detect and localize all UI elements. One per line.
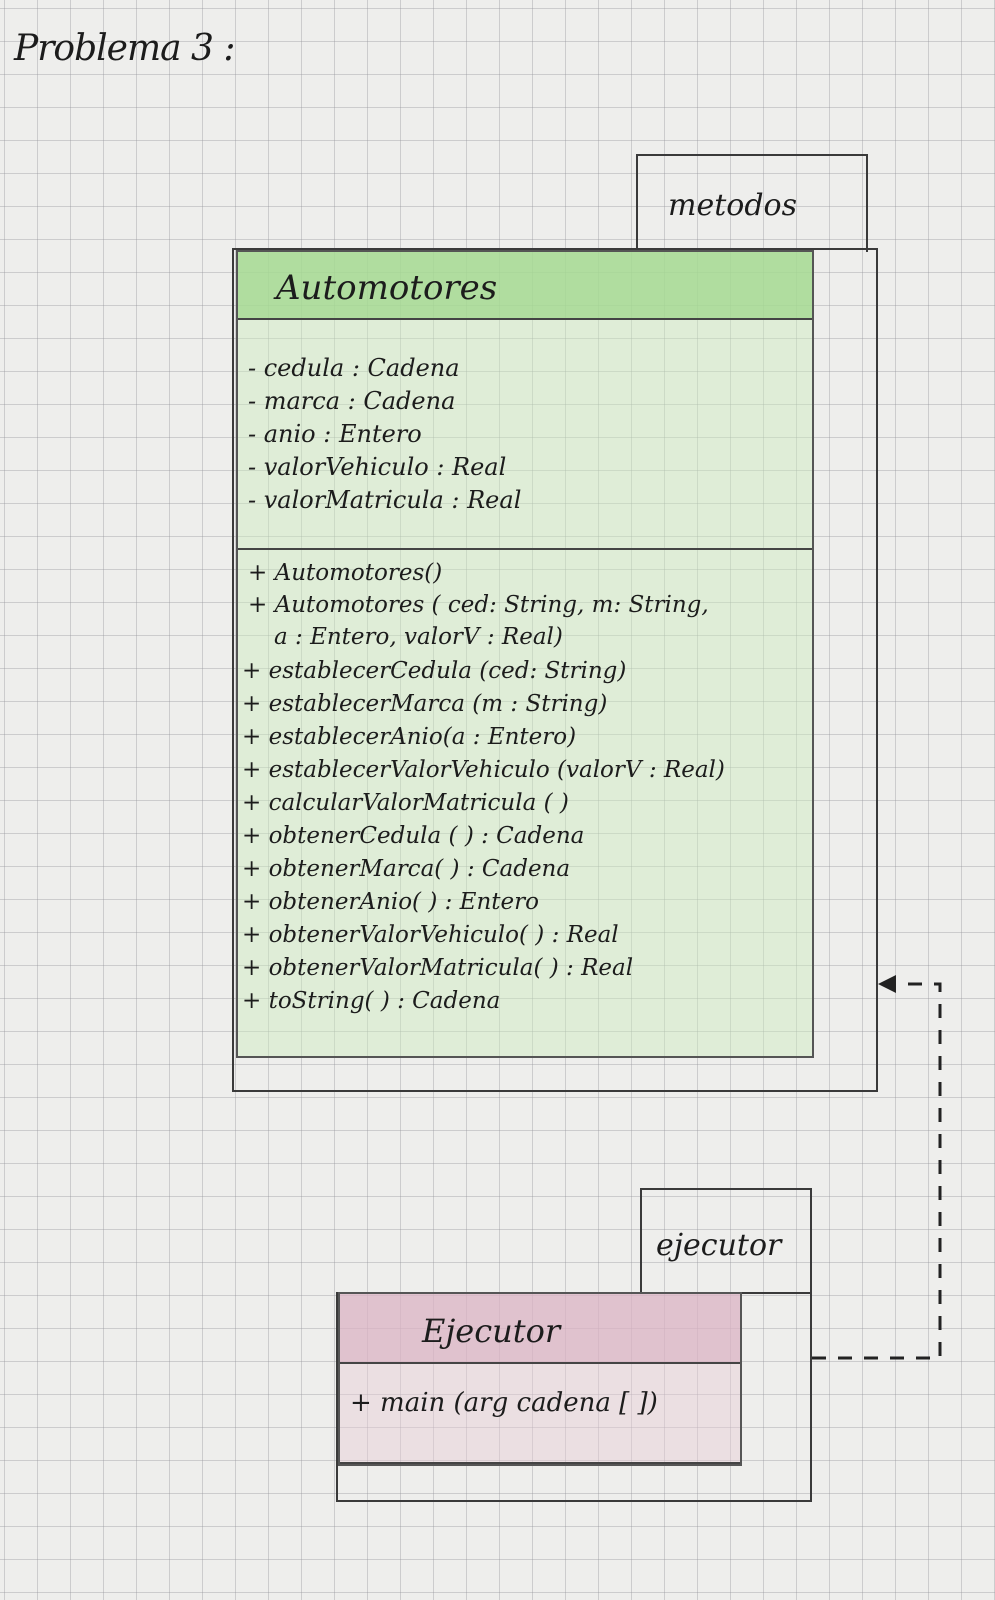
attribute-cedula: - cedula : Cadena xyxy=(248,354,460,382)
class-ejecutor-name: Ejecutor xyxy=(422,1312,561,1350)
class-automotores-divider-top xyxy=(238,318,812,320)
method-obtener-marca: + obtenerMarca( ) : Cadena xyxy=(242,856,571,882)
method-establecer-valor-vehiculo: + establecerValorVehiculo (valorV : Real) xyxy=(242,757,725,783)
package-metodos-tab xyxy=(636,154,868,252)
method-establecer-marca: + establecerMarca (m : String) xyxy=(242,691,608,717)
attribute-anio: - anio : Entero xyxy=(248,420,422,448)
attribute-valor-vehiculo: - valorVehiculo : Real xyxy=(248,453,507,481)
method-obtener-valor-matricula: + obtenerValorMatricula( ) : Real xyxy=(242,955,634,981)
method-establecer-cedula: + establecerCedula (ced: String) xyxy=(242,658,627,684)
method-calcular-valor-matricula: + calcularValorMatricula ( ) xyxy=(242,790,569,816)
class-automotores-header xyxy=(238,252,812,318)
method-obtener-anio: + obtenerAnio( ) : Entero xyxy=(242,889,539,915)
attribute-marca: - marca : Cadena xyxy=(248,387,456,415)
method-to-string: + toString( ) : Cadena xyxy=(242,988,501,1014)
package-ejecutor-tab xyxy=(640,1188,812,1294)
class-ejecutor xyxy=(338,1292,742,1466)
method-main: + main (arg cadena [ ]) xyxy=(350,1388,658,1418)
class-ejecutor-header xyxy=(340,1294,740,1362)
class-automotores-name: Automotores xyxy=(276,268,498,308)
class-ejecutor-divider-top xyxy=(340,1362,740,1364)
method-obtener-cedula: + obtenerCedula ( ) : Cadena xyxy=(242,823,585,849)
method-establecer-anio: + establecerAnio(a : Entero) xyxy=(242,724,577,750)
method-constructor-params: + Automotores ( ced: String, m: String, xyxy=(248,592,709,618)
class-automotores-divider-bottom xyxy=(238,548,812,550)
class-ejecutor-divider-bottom xyxy=(340,1462,740,1464)
method-obtener-valor-vehiculo: + obtenerValorVehiculo( ) : Real xyxy=(242,922,619,948)
package-metodos-label: metodos xyxy=(668,188,797,223)
page-title: Problema 3 : xyxy=(14,28,235,69)
package-ejecutor-label: ejecutor xyxy=(656,1228,782,1263)
method-constructor-params-cont: a : Entero, valorV : Real) xyxy=(274,624,563,650)
class-automotores xyxy=(236,250,814,1058)
method-constructor-empty: + Automotores() xyxy=(248,560,443,586)
attribute-valor-matricula: - valorMatricula : Real xyxy=(248,486,522,514)
dependency-arrow xyxy=(800,970,960,1370)
